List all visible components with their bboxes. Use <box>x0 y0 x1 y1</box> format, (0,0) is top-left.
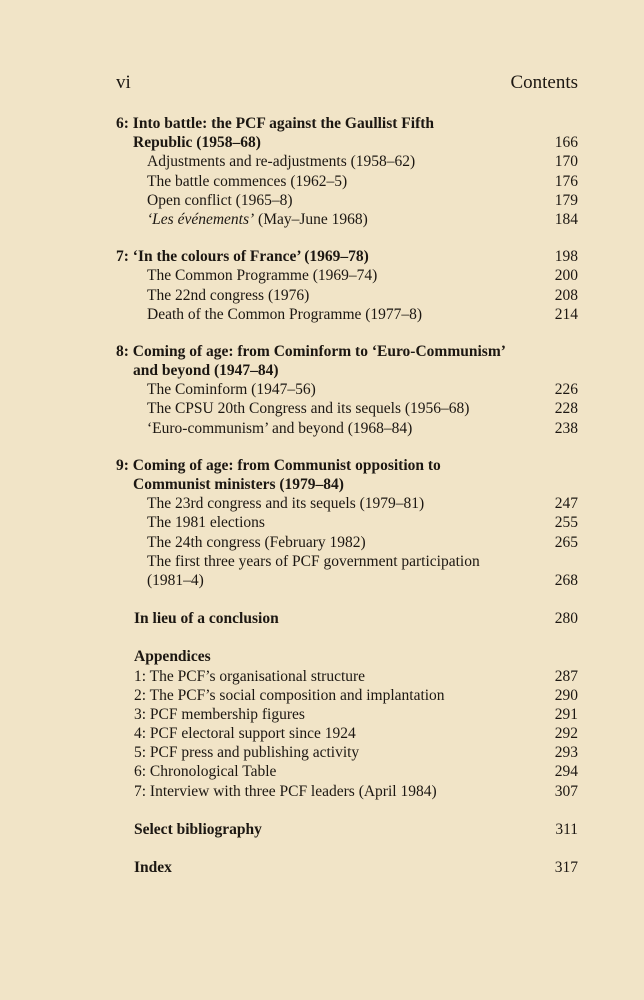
toc-entry[interactable]: Open conflict (1965–8) 179 <box>147 191 578 209</box>
chapter-8-title-cont[interactable]: and beyond (1947–84) <box>133 362 279 380</box>
running-title: Contents <box>510 72 578 93</box>
appendices-heading: Appendices <box>134 648 211 666</box>
chapter-7-title[interactable]: 7: ‘In the colours of France’ (1969–78) 198 <box>116 248 578 266</box>
appendix-entry[interactable]: 6: Chronological Table 294 <box>134 763 578 781</box>
chapter-9-title[interactable]: 9: Coming of age: from Communist opposition to <box>116 456 441 474</box>
chapter-6-title-cont[interactable]: Republic (1958–68) 166 <box>133 134 578 152</box>
conclusion-entry[interactable]: In lieu of a conclusion 280 <box>134 610 578 628</box>
toc-entry[interactable]: The 24th congress (February 1982) 265 <box>147 533 578 551</box>
toc-entry[interactable]: The 22nd congress (1976) 208 <box>147 286 578 304</box>
appendix-entry[interactable]: 3: PCF membership figures 291 <box>134 705 578 723</box>
toc-entry[interactable]: The Common Programme (1969–74) 200 <box>147 267 578 285</box>
chapter-6-title[interactable]: 6: Into battle: the PCF against the Gaullist Fifth <box>116 115 435 132</box>
toc-entry[interactable]: The first three years of PCF government participation <box>147 552 480 570</box>
toc-entry[interactable]: ‘Les événements’ (May–June 1968) 184 <box>147 210 578 228</box>
index-entry[interactable]: Index 317 <box>134 859 578 876</box>
chapter-8-title[interactable]: 8: Coming of age: from Cominform to ‘Euro-Communism’ <box>116 342 506 360</box>
toc-entry-cont[interactable]: (1981–4) 268 <box>147 571 578 589</box>
page-number-roman: vi <box>116 72 131 93</box>
toc-entry[interactable]: The 1981 elections 255 <box>147 514 578 532</box>
toc-entry[interactable]: ‘Euro-communism’ and beyond (1968–84) 238 <box>147 419 578 437</box>
toc-entry[interactable]: The Cominform (1947–56) 226 <box>147 381 578 399</box>
appendix-entry[interactable]: 1: The PCF’s organisational structure 287 <box>134 667 578 685</box>
appendix-entry[interactable]: 2: The PCF’s social composition and implantation 290 <box>134 686 578 704</box>
table-of-contents <box>116 114 578 877</box>
running-header <box>116 72 578 94</box>
chapter-7-page: 198 <box>554 248 578 266</box>
toc-entry[interactable]: The CPSU 20th Congress and its sequels (1956–68) 228 <box>147 400 578 418</box>
bibliography-entry[interactable]: Select bibliography 311 <box>134 820 578 838</box>
chapter-6-page: 166 <box>554 134 578 152</box>
toc-entry[interactable]: The 23rd congress and its sequels (1979–81) 247 <box>147 495 578 513</box>
appendix-entry[interactable]: 4: PCF electoral support since 1924 292 <box>134 725 578 743</box>
appendix-entry[interactable]: 5: PCF press and publishing activity 293 <box>134 744 578 762</box>
toc-entry[interactable]: The battle commences (1962–5) 176 <box>147 172 578 190</box>
toc-entry[interactable]: Death of the Common Programme (1977–8) 214 <box>147 305 578 323</box>
toc-entry[interactable]: Adjustments and re-adjustments (1958–62) 170 <box>147 153 578 171</box>
appendix-entry[interactable]: 7: Interview with three PCF leaders (April 1984) 307 <box>134 782 578 800</box>
chapter-9-title-cont[interactable]: Communist ministers (1979–84) <box>133 476 344 493</box>
